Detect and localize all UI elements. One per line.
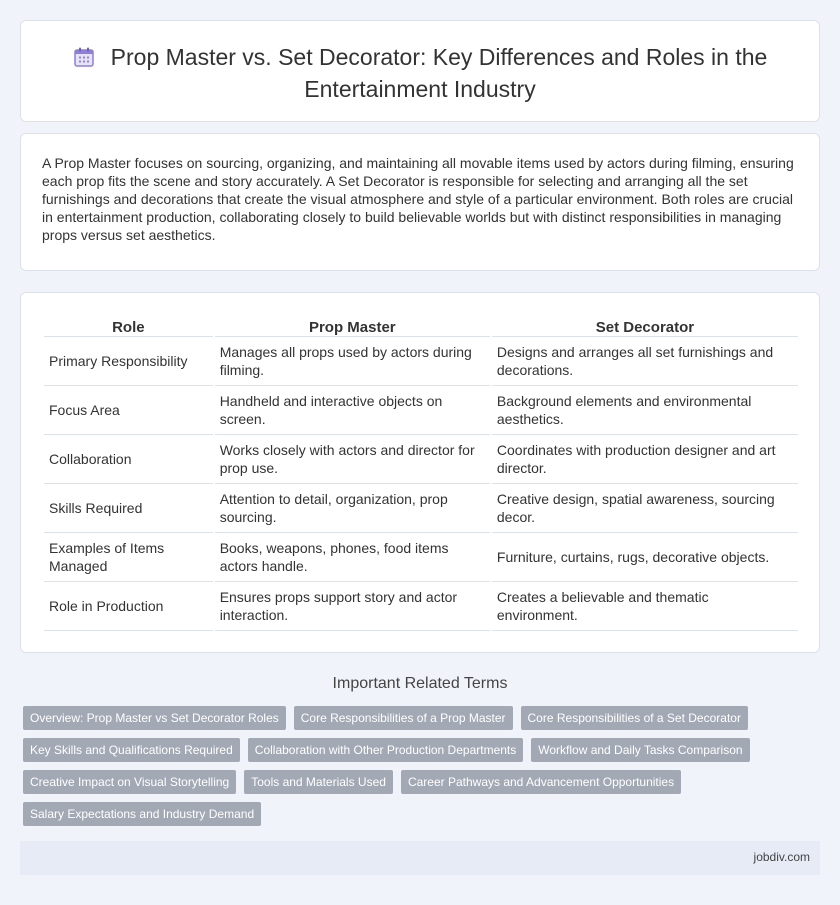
cell-prop-master: Attention to detail, organization, prop sourcing. [215,484,490,533]
table-row [44,533,798,582]
cell-role: Focus Area [44,386,213,435]
header-prop-master: Prop Master [215,313,490,337]
title-card [20,20,820,122]
related-term-tag[interactable]: Collaboration with Other Production Departments [248,738,523,762]
page-title: Prop Master vs. Set Decorator: Key Differences and Roles in the Entertainment Industry [110,44,768,102]
related-term-tag[interactable]: Salary Expectations and Industry Demand [23,802,261,826]
page-title-wrap [21,43,819,104]
comparison-table [42,313,800,631]
cell-set-decorator: Creative design, spatial awareness, sourcing decor. [492,484,798,533]
intro-paragraph: A Prop Master focuses on sourcing, organizing, and maintaining all movable items used by actors during filming, ensuring each prop fits the scene and story accurately. A Set Decorator is responsible for selecting and arranging all the set furnishings and decorations that create the visual atmosphere and style of a particular environment. Both roles are crucial in entertainment production, collaborating closely to build believable worlds but with distinct responsibilities in managing props versus set aesthetics. [42,155,794,243]
related-term-tag[interactable]: Career Pathways and Advancement Opportunities [401,770,681,794]
cell-set-decorator: Designs and arranges all set furnishings and decorations. [492,337,798,386]
related-terms-heading: Important Related Terms [332,675,508,692]
related-term-tag[interactable]: Core Responsibilities of a Set Decorator [521,706,748,730]
cell-set-decorator: Background elements and environmental aesthetics. [492,386,798,435]
table-row [44,435,798,484]
cell-role: Primary Responsibility [44,337,213,386]
comparison-card [20,292,820,653]
table-row [44,386,798,435]
table-header-row [44,313,798,337]
cell-prop-master: Manages all props used by actors during filming. [215,337,490,386]
related-term-tag[interactable]: Key Skills and Qualifications Required [23,738,240,762]
cell-set-decorator: Creates a believable and thematic environment. [492,582,798,631]
footer [20,841,820,875]
related-term-tag[interactable]: Tools and Materials Used [244,770,393,794]
table-row [44,337,798,386]
related-term-tag[interactable]: Creative Impact on Visual Storytelling [23,770,236,794]
related-terms-list [23,706,803,826]
intro-card [20,133,820,271]
related-term-tag[interactable]: Core Responsibilities of a Prop Master [294,706,513,730]
cell-prop-master: Ensures props support story and actor interaction. [215,582,490,631]
cell-role: Collaboration [44,435,213,484]
header-set-decorator: Set Decorator [492,313,798,337]
header-role: Role [44,313,213,337]
cell-role: Examples of Items Managed [44,533,213,582]
cell-prop-master: Works closely with actors and director for prop use. [215,435,490,484]
related-term-tag[interactable]: Overview: Prop Master vs Set Decorator Roles [23,706,286,730]
footer-site-link[interactable]: jobdiv.com [753,850,810,864]
related-term-tag[interactable]: Workflow and Daily Tasks Comparison [531,738,749,762]
table-row [44,582,798,631]
table-row [44,484,798,533]
calendar-icon [73,46,95,75]
cell-prop-master: Handheld and interactive objects on screen. [215,386,490,435]
cell-set-decorator: Furniture, curtains, rugs, decorative objects. [492,533,798,582]
cell-prop-master: Books, weapons, phones, food items actors handle. [215,533,490,582]
cell-role: Role in Production [44,582,213,631]
cell-set-decorator: Coordinates with production designer and art director. [492,435,798,484]
cell-role: Skills Required [44,484,213,533]
